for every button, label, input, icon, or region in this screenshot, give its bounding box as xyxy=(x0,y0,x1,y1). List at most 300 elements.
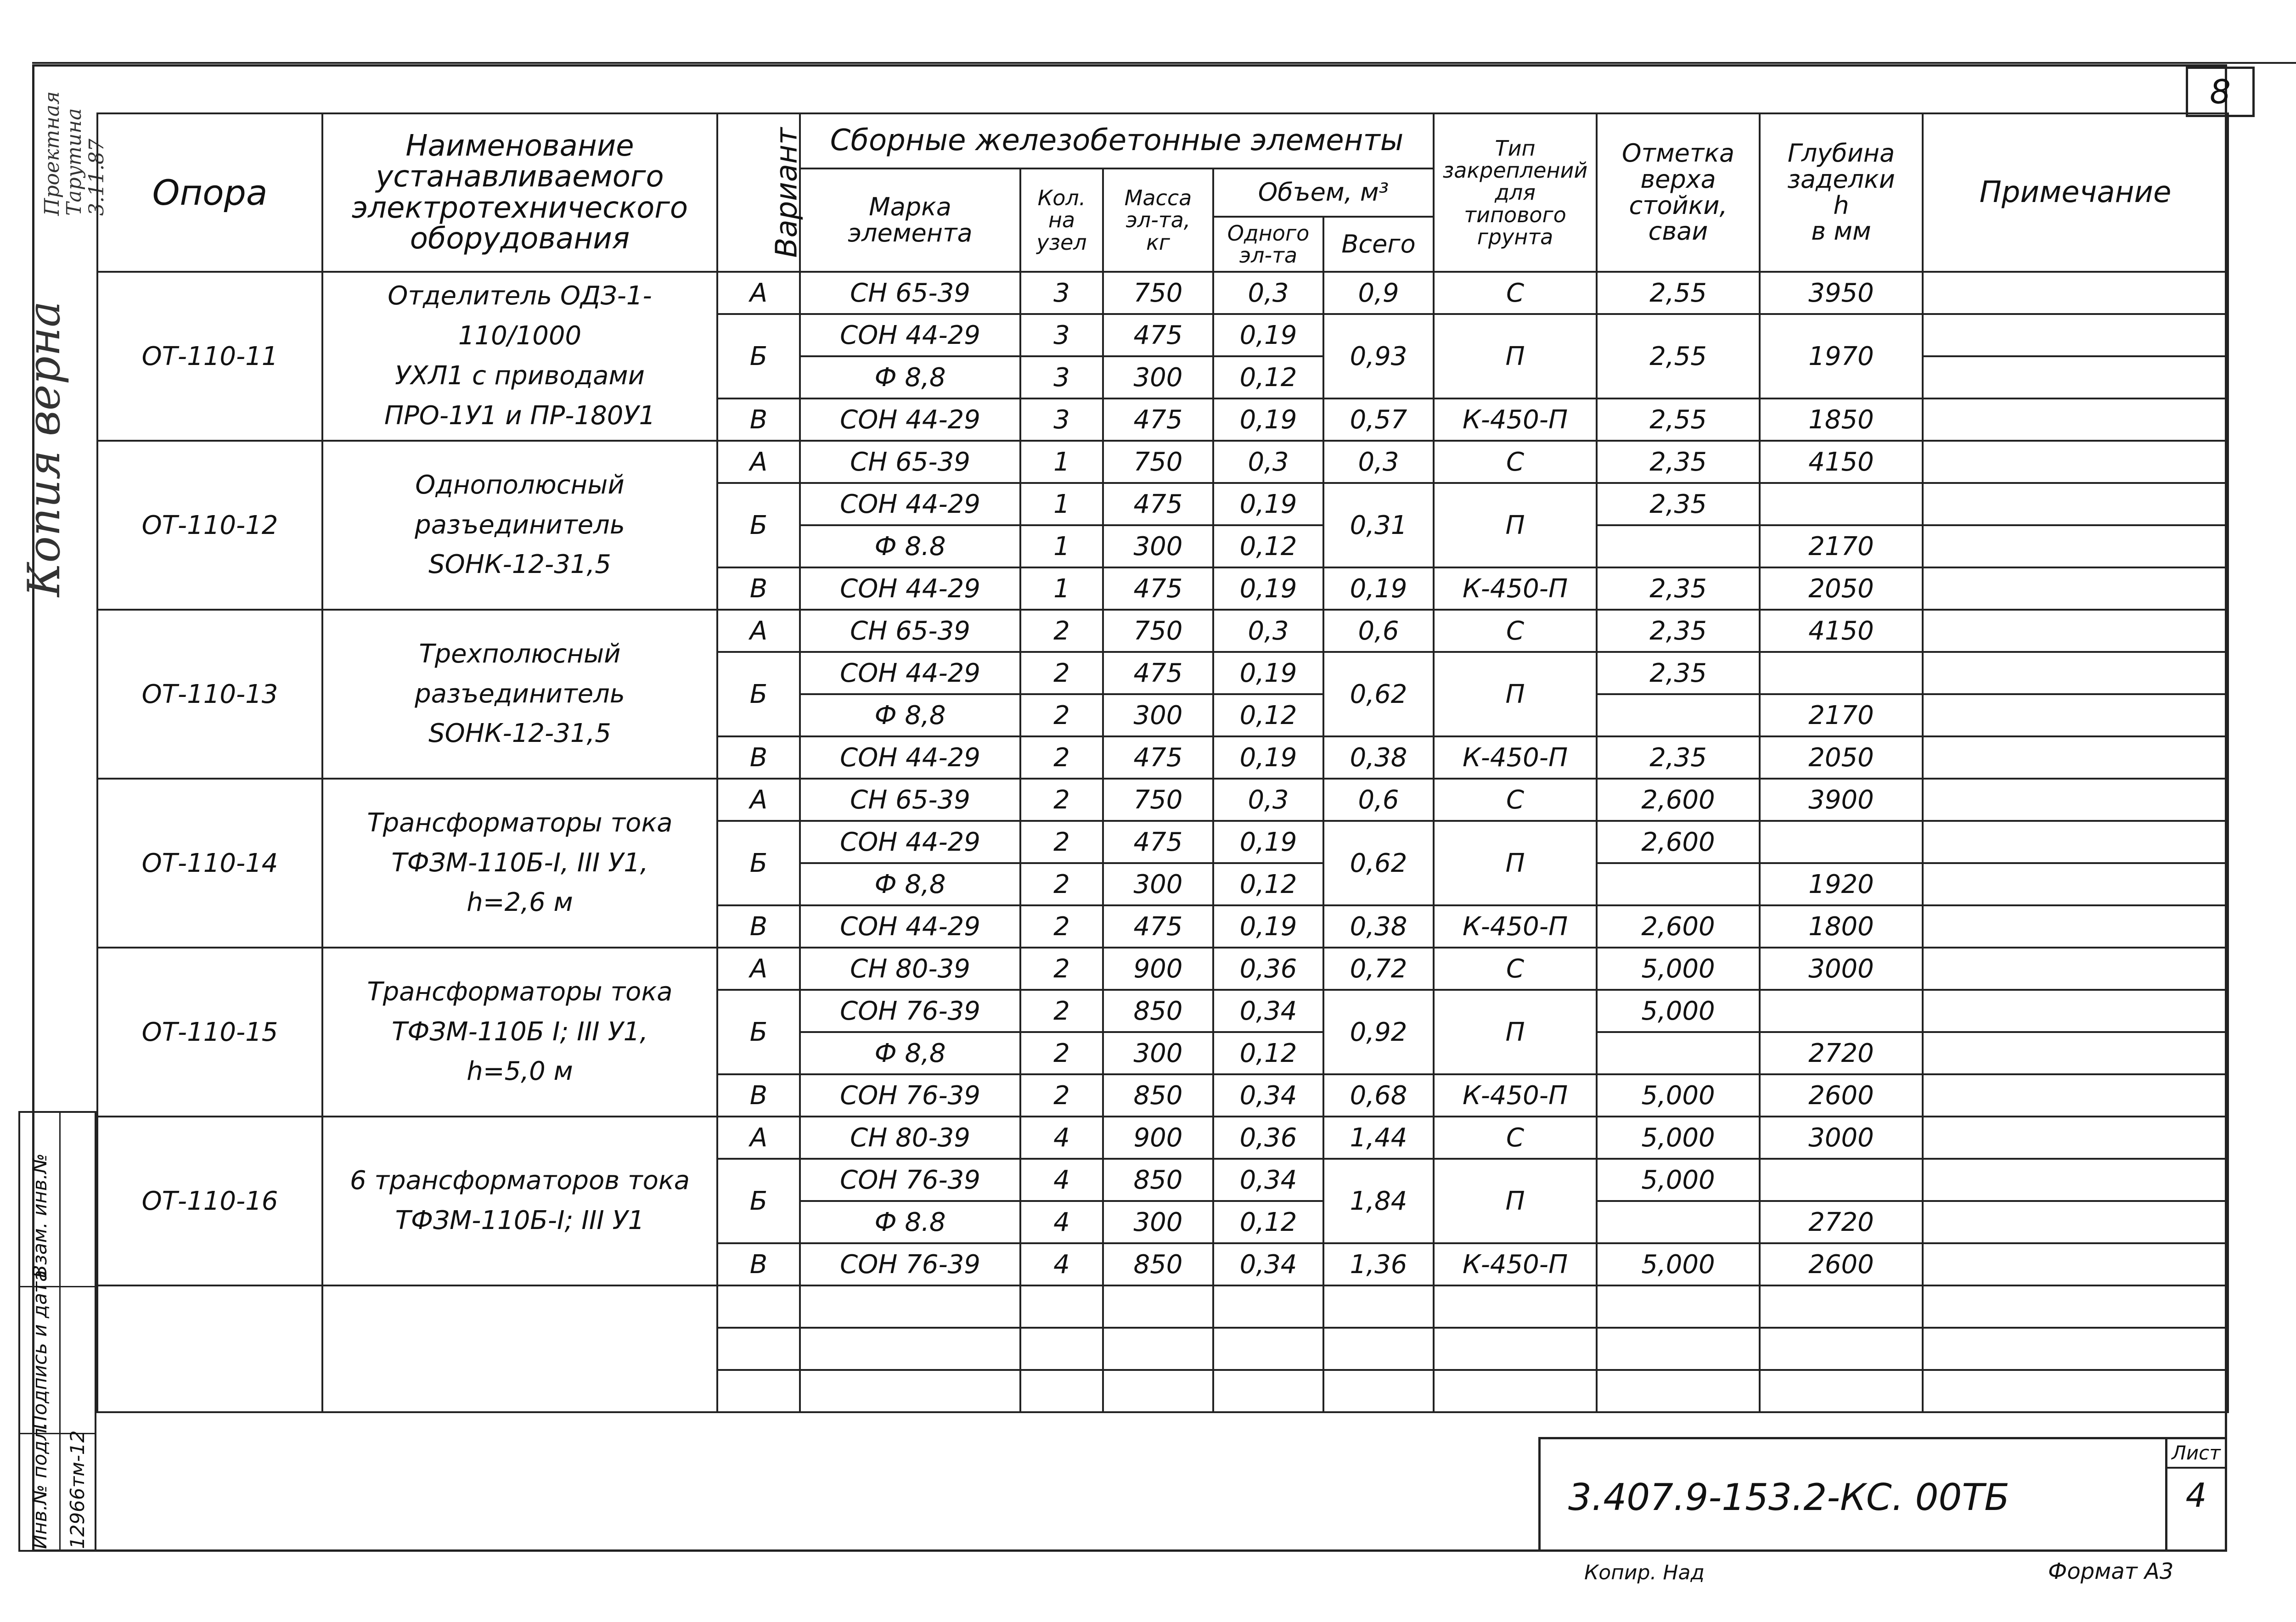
vsego-cell: 0,19 xyxy=(1323,567,1434,610)
primechanie-cell xyxy=(1923,736,2228,779)
empty-cell xyxy=(1323,1328,1434,1370)
header-otmetka xyxy=(1597,113,1760,272)
primechanie-cell xyxy=(1923,398,2228,441)
massa-cell: 300 xyxy=(1103,525,1213,567)
empty-cell xyxy=(1597,1328,1760,1370)
primechanie-cell xyxy=(1923,694,2228,736)
marka-cell: СОН 44-29 xyxy=(800,905,1020,948)
header-otmetka-line: стойки, xyxy=(1629,191,1728,220)
marka-cell: СН 80-39 xyxy=(800,948,1020,990)
primechanie-cell xyxy=(1923,441,2228,483)
primechanie-cell xyxy=(1923,948,2228,990)
otmetka-cell xyxy=(1597,525,1760,567)
document-code: 3.407.9-153.2-КС. 00ТБ xyxy=(1568,1476,2010,1519)
otmetka-cell: 2,55 xyxy=(1597,398,1760,441)
header-naim-line: оборудования xyxy=(410,221,630,256)
table-row xyxy=(97,272,2228,314)
stamp-inv-label: Инв.№ подл. xyxy=(28,1422,51,1549)
variant-cell: В xyxy=(717,1243,800,1285)
tip-cell: П xyxy=(1434,652,1597,736)
glubina-cell: 2050 xyxy=(1760,736,1923,779)
table-row xyxy=(97,779,2228,821)
glubina-cell: 2170 xyxy=(1760,694,1923,736)
kol-cell: 4 xyxy=(1020,1201,1103,1243)
header-glubina-line: в мм xyxy=(1811,217,1871,246)
vsego-cell: 0,62 xyxy=(1323,821,1434,905)
glubina-cell: 1920 xyxy=(1760,863,1923,905)
variant-cell: Б xyxy=(717,821,800,905)
otmetka-cell: 5,000 xyxy=(1597,990,1760,1032)
table-body xyxy=(97,272,2228,1412)
kol-cell: 2 xyxy=(1020,736,1103,779)
odnogo-cell: 0,19 xyxy=(1213,652,1323,694)
glubina-cell: 1970 xyxy=(1760,314,1923,398)
stamp-strip xyxy=(18,1111,96,1552)
header-glubina-line: заделки xyxy=(1787,164,1895,194)
empty-cell xyxy=(1323,1285,1434,1328)
equipment-name-line: Отделитель ОДЗ-1-110/1000 xyxy=(388,281,652,351)
otmetka-cell: 5,000 xyxy=(1597,1159,1760,1201)
massa-cell: 750 xyxy=(1103,779,1213,821)
marka-cell: СН 65-39 xyxy=(800,272,1020,314)
primechanie-cell xyxy=(1923,610,2228,652)
header-obem: Объем, м³ xyxy=(1213,168,1434,217)
opora-cell: ОТ-110-15 xyxy=(97,948,322,1117)
margin-note: Копия верна xyxy=(18,301,70,597)
primechanie-cell xyxy=(1923,356,2228,398)
massa-cell: 900 xyxy=(1103,1117,1213,1159)
equipment-name-cell xyxy=(322,779,717,948)
marka-cell: СН 80-39 xyxy=(800,1117,1020,1159)
margin-note-line: Тарутина xyxy=(62,108,86,216)
variant-cell: А xyxy=(717,610,800,652)
glubina-cell: 1850 xyxy=(1760,398,1923,441)
primechanie-cell xyxy=(1923,525,2228,567)
glubina-cell xyxy=(1760,990,1923,1032)
odnogo-cell: 0,3 xyxy=(1213,272,1323,314)
variant-cell: А xyxy=(717,441,800,483)
primechanie-cell xyxy=(1923,1117,2228,1159)
equipment-name-line: SОНК-12-31,5 xyxy=(428,718,611,749)
kol-cell: 1 xyxy=(1020,441,1103,483)
empty-cell xyxy=(1434,1285,1597,1328)
primechanie-cell xyxy=(1923,863,2228,905)
odnogo-cell: 0,19 xyxy=(1213,905,1323,948)
empty-cell xyxy=(1923,1370,2228,1412)
glubina-cell: 2720 xyxy=(1760,1032,1923,1074)
glubina-cell: 4150 xyxy=(1760,610,1923,652)
glubina-cell: 4150 xyxy=(1760,441,1923,483)
marka-cell: СОН 44-29 xyxy=(800,398,1020,441)
otmetka-cell: 2,35 xyxy=(1597,441,1760,483)
vsego-cell: 0,57 xyxy=(1323,398,1434,441)
marka-cell: Ф 8,8 xyxy=(800,694,1020,736)
elements-table xyxy=(96,112,2229,1413)
kol-cell: 2 xyxy=(1020,1032,1103,1074)
variant-cell: А xyxy=(717,1117,800,1159)
marka-cell: Ф 8,8 xyxy=(800,356,1020,398)
empty-cell xyxy=(1103,1370,1213,1412)
empty-cell xyxy=(1213,1328,1323,1370)
massa-cell: 475 xyxy=(1103,567,1213,610)
empty-cell xyxy=(1213,1370,1323,1412)
kol-cell: 4 xyxy=(1020,1159,1103,1201)
odnogo-cell: 0,19 xyxy=(1213,567,1323,610)
vsego-cell: 0,6 xyxy=(1323,610,1434,652)
variant-cell: Б xyxy=(717,1159,800,1243)
tip-cell: К-450-П xyxy=(1434,1243,1597,1285)
primechanie-cell xyxy=(1923,821,2228,863)
primechanie-cell xyxy=(1923,1243,2228,1285)
otmetka-cell: 2,600 xyxy=(1597,905,1760,948)
equipment-name-line: Однополюсный xyxy=(415,470,625,500)
vsego-cell: 0,68 xyxy=(1323,1074,1434,1117)
massa-cell: 750 xyxy=(1103,272,1213,314)
massa-cell: 300 xyxy=(1103,1201,1213,1243)
marka-cell: СОН 44-29 xyxy=(800,821,1020,863)
kol-cell: 2 xyxy=(1020,948,1103,990)
opora-cell: ОТ-110-11 xyxy=(97,272,322,441)
header-tip-line: для xyxy=(1495,180,1536,205)
otmetka-cell: 2,600 xyxy=(1597,821,1760,863)
marka-cell: Ф 8,8 xyxy=(800,863,1020,905)
empty-cell xyxy=(1760,1328,1923,1370)
marka-cell: СОН 44-29 xyxy=(800,483,1020,525)
primechanie-cell xyxy=(1923,905,2228,948)
margin-note-line: Проектная xyxy=(40,91,64,216)
header-opora: Опора xyxy=(97,113,322,272)
header-kol-line: узел xyxy=(1036,230,1087,255)
equipment-name-line: разъединитель xyxy=(415,510,625,540)
odnogo-cell: 0,19 xyxy=(1213,821,1323,863)
kol-cell: 4 xyxy=(1020,1117,1103,1159)
odnogo-cell: 0,19 xyxy=(1213,736,1323,779)
primechanie-cell xyxy=(1923,779,2228,821)
massa-cell: 850 xyxy=(1103,990,1213,1032)
empty-cell xyxy=(1103,1328,1213,1370)
kol-cell: 3 xyxy=(1020,356,1103,398)
empty-cell xyxy=(800,1285,1020,1328)
variant-cell: Б xyxy=(717,990,800,1074)
variant-cell: В xyxy=(717,905,800,948)
marka-cell: Ф 8.8 xyxy=(800,525,1020,567)
tip-cell: С xyxy=(1434,610,1597,652)
otmetka-cell: 2,35 xyxy=(1597,610,1760,652)
header-odnogo-line: эл-та xyxy=(1239,243,1298,268)
odnogo-cell: 0,3 xyxy=(1213,779,1323,821)
massa-cell: 475 xyxy=(1103,736,1213,779)
odnogo-cell: 0,19 xyxy=(1213,314,1323,356)
variant-cell: А xyxy=(717,948,800,990)
header-glubina-line: Глубина xyxy=(1787,139,1895,168)
otmetka-cell: 5,000 xyxy=(1597,1117,1760,1159)
glubina-cell: 2720 xyxy=(1760,1201,1923,1243)
primechanie-cell xyxy=(1923,1074,2228,1117)
vsego-cell: 0,62 xyxy=(1323,652,1434,736)
equipment-name-line: ТФЗМ-110Б-I; III У1 xyxy=(395,1206,645,1235)
marka-cell: Ф 8,8 xyxy=(800,1032,1020,1074)
glubina-cell: 2600 xyxy=(1760,1243,1923,1285)
equipment-name-cell xyxy=(322,272,717,441)
header-massa-line: Масса xyxy=(1124,185,1192,211)
empty-cell xyxy=(1434,1328,1597,1370)
tip-cell: С xyxy=(1434,948,1597,990)
header-group: Сборные железобетонные элементы xyxy=(800,113,1434,168)
variant-cell: Б xyxy=(717,314,800,398)
marka-cell: СОН 44-29 xyxy=(800,314,1020,356)
variant-cell: В xyxy=(717,398,800,441)
kol-cell: 1 xyxy=(1020,483,1103,525)
massa-cell: 300 xyxy=(1103,1032,1213,1074)
stamp-inv-value: 12966тм-12 xyxy=(66,1430,89,1549)
opora-cell: ОТ-110-14 xyxy=(97,779,322,948)
equipment-name-line: Трансформаторы тока xyxy=(367,808,673,838)
empty-row xyxy=(97,1285,2228,1328)
sheet-label: Лист xyxy=(2167,1439,2225,1469)
table-row xyxy=(97,1117,2228,1159)
otmetka-cell: 2,35 xyxy=(1597,652,1760,694)
tip-cell: П xyxy=(1434,483,1597,567)
glubina-cell: 1800 xyxy=(1760,905,1923,948)
primechanie-cell xyxy=(1923,990,2228,1032)
odnogo-cell: 0,3 xyxy=(1213,610,1323,652)
header-kol xyxy=(1020,168,1103,272)
tip-cell: П xyxy=(1434,314,1597,398)
massa-cell: 850 xyxy=(1103,1243,1213,1285)
empty-cell xyxy=(1923,1328,2228,1370)
otmetka-cell: 2,55 xyxy=(1597,314,1760,398)
vsego-cell: 0,6 xyxy=(1323,779,1434,821)
empty-cell xyxy=(800,1370,1020,1412)
equipment-name-line: разъединитель xyxy=(415,679,625,709)
primechanie-cell xyxy=(1923,272,2228,314)
odnogo-cell: 0,34 xyxy=(1213,990,1323,1032)
header-naim-line: устанавливаемого xyxy=(376,160,664,194)
variant-cell: В xyxy=(717,1074,800,1117)
primechanie-cell xyxy=(1923,652,2228,694)
table-row xyxy=(97,948,2228,990)
header-row-1 xyxy=(97,113,2228,168)
variant-cell: А xyxy=(717,272,800,314)
kol-cell: 3 xyxy=(1020,314,1103,356)
odnogo-cell: 0,34 xyxy=(1213,1243,1323,1285)
empty-cell xyxy=(1597,1370,1760,1412)
otmetka-cell xyxy=(1597,863,1760,905)
tip-cell: С xyxy=(1434,441,1597,483)
kol-cell: 2 xyxy=(1020,1074,1103,1117)
odnogo-cell: 0,12 xyxy=(1213,863,1323,905)
kol-cell: 4 xyxy=(1020,1243,1103,1285)
kol-cell: 2 xyxy=(1020,694,1103,736)
opora-cell: ОТ-110-12 xyxy=(97,441,322,610)
glubina-cell xyxy=(1760,821,1923,863)
equipment-name-line: Трансформаторы тока xyxy=(367,977,673,1007)
header-marka-line: Марка xyxy=(869,192,951,221)
marka-cell: СОН 44-29 xyxy=(800,652,1020,694)
otmetka-cell: 5,000 xyxy=(1597,1074,1760,1117)
glubina-cell: 3000 xyxy=(1760,1117,1923,1159)
glubina-cell: 2170 xyxy=(1760,525,1923,567)
massa-cell: 300 xyxy=(1103,863,1213,905)
sheet-number: 8 xyxy=(2210,73,2231,111)
odnogo-cell: 0,36 xyxy=(1213,948,1323,990)
vsego-cell: 0,72 xyxy=(1323,948,1434,990)
equipment-name-line: УХЛ1 с приводами xyxy=(394,361,645,391)
header-tip-line: типового xyxy=(1464,202,1566,227)
variant-cell: А xyxy=(717,779,800,821)
header-glubina-line: h xyxy=(1833,191,1849,220)
empty-cell xyxy=(717,1370,800,1412)
opora-cell: ОТ-110-13 xyxy=(97,610,322,779)
otmetka-cell: 2,35 xyxy=(1597,483,1760,525)
empty-cell xyxy=(717,1328,800,1370)
otmetka-cell: 2,35 xyxy=(1597,567,1760,610)
header-massa xyxy=(1103,168,1213,272)
glubina-cell: 3000 xyxy=(1760,948,1923,990)
primechanie-cell xyxy=(1923,567,2228,610)
variant-cell: Б xyxy=(717,483,800,567)
empty-cell xyxy=(1760,1285,1923,1328)
glubina-cell xyxy=(1760,1159,1923,1201)
header-marka xyxy=(800,168,1020,272)
equipment-name-line: ТФЗМ-110Б I; III У1, xyxy=(391,1016,648,1047)
otmetka-cell: 2,600 xyxy=(1597,779,1760,821)
tip-cell: К-450-П xyxy=(1434,905,1597,948)
footer-format: Формат А3 xyxy=(2048,1559,2174,1584)
empty-cell xyxy=(717,1285,800,1328)
kol-cell: 2 xyxy=(1020,990,1103,1032)
otmetka-cell xyxy=(1597,1032,1760,1074)
glubina-cell xyxy=(1760,652,1923,694)
vsego-cell: 0,38 xyxy=(1323,736,1434,779)
equipment-name-line: 6 трансформаторов тока xyxy=(349,1166,690,1196)
odnogo-cell: 0,34 xyxy=(1213,1159,1323,1201)
table-row xyxy=(97,610,2228,652)
kol-cell: 3 xyxy=(1020,272,1103,314)
header-massa-line: кг xyxy=(1146,230,1170,255)
empty-cell xyxy=(1323,1370,1434,1412)
header-tip-line: закреплений xyxy=(1442,158,1588,183)
header-vsego: Всего xyxy=(1323,217,1434,272)
tip-cell: К-450-П xyxy=(1434,1074,1597,1117)
massa-cell: 475 xyxy=(1103,821,1213,863)
top-border-line xyxy=(32,62,2296,64)
header-massa-line: эл-та, xyxy=(1125,208,1191,233)
empty-name-cell xyxy=(322,1285,717,1412)
odnogo-cell: 0,12 xyxy=(1213,525,1323,567)
vsego-cell: 1,84 xyxy=(1323,1159,1434,1243)
tip-cell: П xyxy=(1434,1159,1597,1243)
kol-cell: 3 xyxy=(1020,398,1103,441)
kol-cell: 2 xyxy=(1020,821,1103,863)
equipment-name-line: ТФЗМ-110Б-I, III У1, xyxy=(391,847,648,878)
odnogo-cell: 0,12 xyxy=(1213,1032,1323,1074)
odnogo-cell: 0,12 xyxy=(1213,356,1323,398)
glubina-cell: 3950 xyxy=(1760,272,1923,314)
header-naim-line: электротехнического xyxy=(351,191,688,225)
header-primechanie: Примечание xyxy=(1923,113,2228,272)
odnogo-cell: 0,12 xyxy=(1213,1201,1323,1243)
marka-cell: СОН 76-39 xyxy=(800,1243,1020,1285)
tip-cell: С xyxy=(1434,779,1597,821)
stamp-vzam-label: Взам. инв.№ xyxy=(28,1153,51,1278)
equipment-name-line: h=5,0 м xyxy=(467,1056,573,1087)
otmetka-cell xyxy=(1597,694,1760,736)
header-tip-line: Тип xyxy=(1495,135,1536,161)
kol-cell: 2 xyxy=(1020,779,1103,821)
odnogo-cell: 0,12 xyxy=(1213,694,1323,736)
header-variant-text: Вариант xyxy=(770,127,804,258)
marka-cell: СОН 76-39 xyxy=(800,1159,1020,1201)
equipment-name-line: h=2,6 м xyxy=(467,887,573,918)
equipment-name-cell xyxy=(322,610,717,779)
marka-cell: СОН 44-29 xyxy=(800,736,1020,779)
empty-cell xyxy=(1103,1285,1213,1328)
odnogo-cell: 0,36 xyxy=(1213,1117,1323,1159)
equipment-name-line: Трехполюсный xyxy=(419,639,621,669)
massa-cell: 475 xyxy=(1103,398,1213,441)
marka-cell: СОН 44-29 xyxy=(800,567,1020,610)
header-odnogo-line: Одного xyxy=(1227,220,1310,246)
otmetka-cell: 5,000 xyxy=(1597,1243,1760,1285)
primechanie-cell xyxy=(1923,1159,2228,1201)
empty-cell xyxy=(1923,1285,2228,1328)
otmetka-cell: 2,55 xyxy=(1597,272,1760,314)
equipment-name-cell xyxy=(322,441,717,610)
empty-cell xyxy=(1760,1370,1923,1412)
odnogo-cell: 0,19 xyxy=(1213,483,1323,525)
header-tip-line: грунта xyxy=(1477,224,1553,249)
tip-cell: К-450-П xyxy=(1434,398,1597,441)
marka-cell: СОН 76-39 xyxy=(800,990,1020,1032)
vsego-cell: 0,31 xyxy=(1323,483,1434,567)
sheet-number-box xyxy=(2186,67,2255,117)
massa-cell: 750 xyxy=(1103,441,1213,483)
tip-cell: К-450-П xyxy=(1434,567,1597,610)
odnogo-cell: 0,3 xyxy=(1213,441,1323,483)
vsego-cell: 1,36 xyxy=(1323,1243,1434,1285)
odnogo-cell: 0,34 xyxy=(1213,1074,1323,1117)
massa-cell: 750 xyxy=(1103,610,1213,652)
title-block xyxy=(1538,1437,2227,1552)
header-variant xyxy=(717,113,804,272)
kol-cell: 2 xyxy=(1020,652,1103,694)
primechanie-cell xyxy=(1923,314,2228,356)
header-naim xyxy=(322,113,717,272)
tip-cell: С xyxy=(1434,272,1597,314)
empty-cell xyxy=(800,1328,1020,1370)
header-kol-line: на xyxy=(1048,208,1075,233)
header-kol-line: Кол. xyxy=(1037,185,1086,211)
vsego-cell: 0,92 xyxy=(1323,990,1434,1074)
empty-cell xyxy=(1434,1370,1597,1412)
tip-cell: П xyxy=(1434,821,1597,905)
vsego-cell: 0,3 xyxy=(1323,441,1434,483)
glubina-cell: 2050 xyxy=(1760,567,1923,610)
massa-cell: 850 xyxy=(1103,1074,1213,1117)
vsego-cell: 0,9 xyxy=(1323,272,1434,314)
primechanie-cell xyxy=(1923,1032,2228,1074)
otmetka-cell: 2,35 xyxy=(1597,736,1760,779)
tip-cell: С xyxy=(1434,1117,1597,1159)
primechanie-cell xyxy=(1923,483,2228,525)
equipment-name-cell xyxy=(322,948,717,1117)
marka-cell: СН 65-39 xyxy=(800,779,1020,821)
kol-cell: 1 xyxy=(1020,525,1103,567)
vsego-cell: 0,93 xyxy=(1323,314,1434,398)
margin-note-line: 3.11.87 xyxy=(84,139,108,216)
glubina-cell: 3900 xyxy=(1760,779,1923,821)
